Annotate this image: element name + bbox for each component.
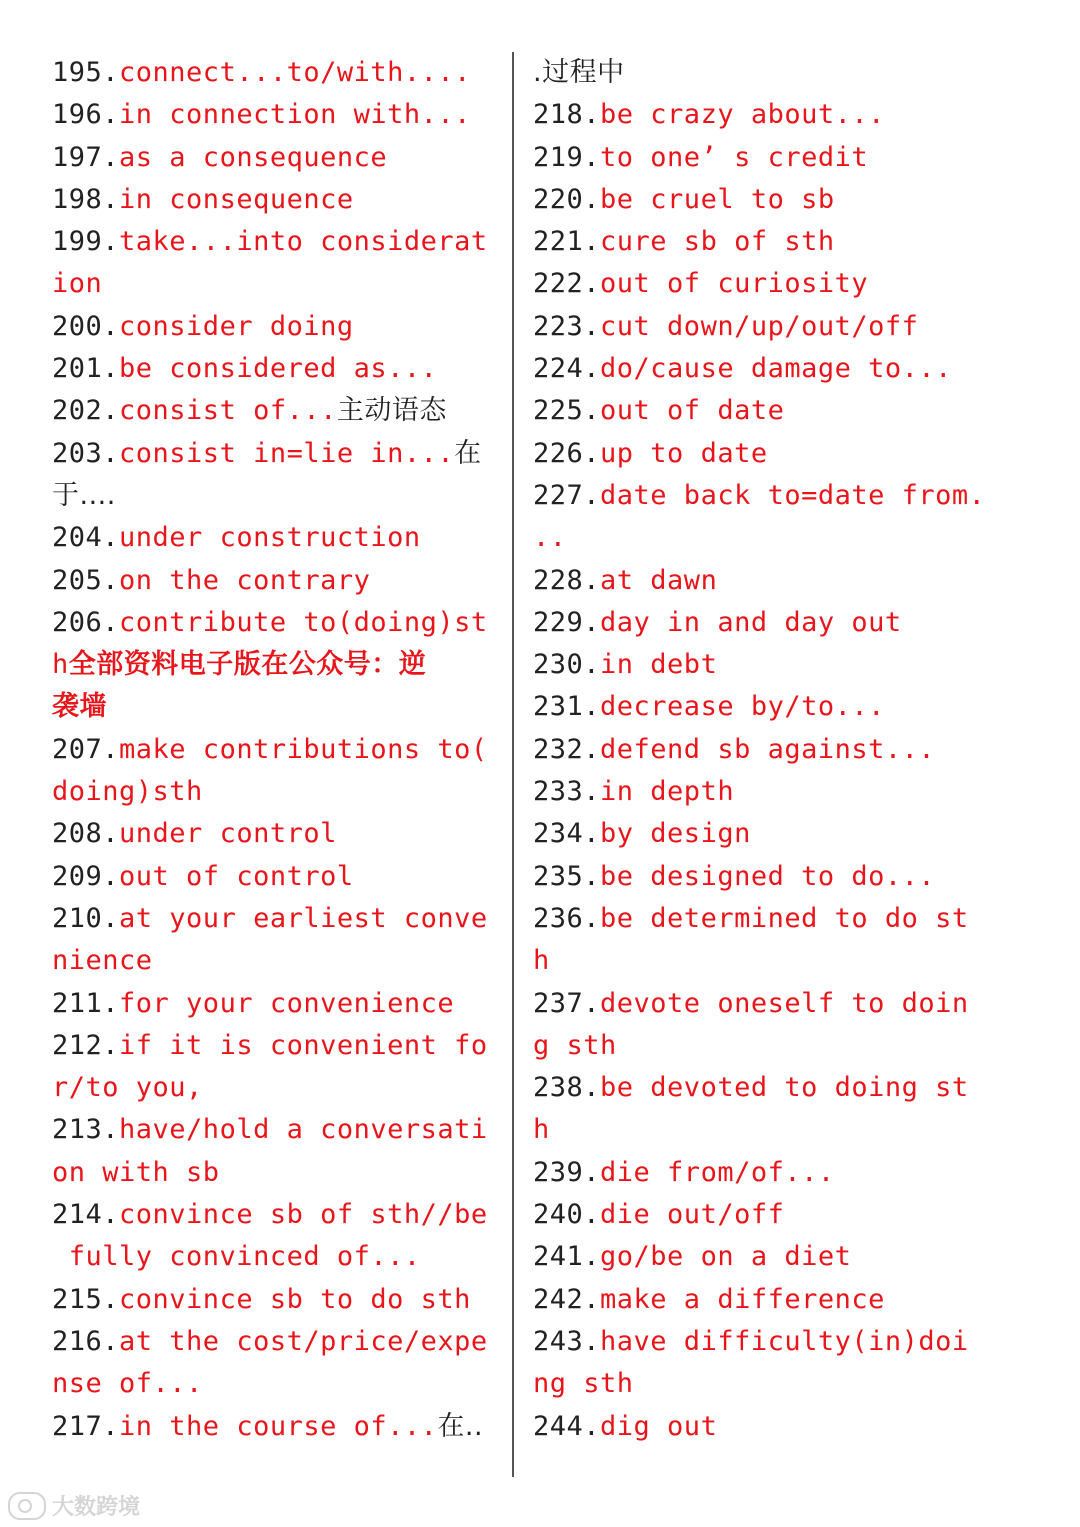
phrase-text: consider doing xyxy=(119,310,354,342)
phrase-number: 197. xyxy=(52,141,120,173)
phrase-text: date back to=date from. xyxy=(600,479,986,511)
phrase-number: 239. xyxy=(533,1156,601,1188)
phrase-number: 195. xyxy=(52,57,120,88)
phrase-number: 241. xyxy=(533,1241,601,1273)
phrase-text: ng sth xyxy=(533,1368,634,1400)
phrase-text: devote oneself to doin xyxy=(600,987,969,1019)
phrase-text: connect...to/with.... xyxy=(119,57,471,88)
phrase-number: 240. xyxy=(533,1199,601,1231)
phrase-line xyxy=(533,1406,1003,1448)
phrase-line xyxy=(52,179,500,221)
phrase-line xyxy=(533,137,1003,179)
phrase-number: 234. xyxy=(533,818,601,850)
phrase-text: if it is convenient fo xyxy=(119,1029,488,1061)
phrase-line xyxy=(52,686,500,728)
phrase-text: cure sb of sth xyxy=(600,226,835,258)
phrase-line xyxy=(52,94,500,136)
phrase-line xyxy=(52,221,500,263)
phrase-number: 225. xyxy=(533,395,601,427)
phrase-line xyxy=(52,856,500,898)
phrase-text: be considered as... xyxy=(119,353,438,385)
phrase-text: as a consequence xyxy=(119,141,388,173)
phrase-text: convince sb of sth//be xyxy=(119,1199,488,1231)
phrase-text: make contributions to( xyxy=(119,733,488,765)
phrase-text: under control xyxy=(119,818,337,850)
phrase-number: 238. xyxy=(533,1072,601,1104)
phrase-number: 223. xyxy=(533,310,601,342)
phrase-number: 233. xyxy=(533,776,601,808)
phrase-line xyxy=(52,1152,500,1194)
phrase-number: 212. xyxy=(52,1029,120,1061)
phrase-line xyxy=(533,475,1003,517)
phrase-line xyxy=(533,813,1003,855)
phrase-text: consist in=lie in... xyxy=(119,437,455,469)
phrase-text: defend sb against... xyxy=(600,733,936,765)
phrase-text: be crazy about... xyxy=(600,99,885,131)
phrase-line xyxy=(533,1363,1003,1405)
phrase-text: under construction xyxy=(119,522,421,554)
phrase-line xyxy=(52,306,500,348)
promo-note: 全部资料电子版在公众号：逆 xyxy=(68,649,427,681)
phrase-number: 243. xyxy=(533,1325,601,1357)
phrase-number: 218. xyxy=(533,99,601,131)
phrase-line xyxy=(52,263,500,305)
phrase-line xyxy=(533,1194,1003,1236)
phrase-number: 202. xyxy=(52,395,120,427)
phrase-line xyxy=(533,644,1003,686)
phrase-text: out of curiosity xyxy=(600,268,869,300)
phrase-text: h xyxy=(52,649,69,681)
phrase-text: in connection with... xyxy=(119,99,471,131)
phrase-number: 244. xyxy=(533,1410,601,1442)
phrase-text: r/to you, xyxy=(52,1072,203,1104)
phrase-line xyxy=(533,856,1003,898)
phrase-number: 210. xyxy=(52,902,120,934)
phrase-number: 217. xyxy=(52,1410,120,1442)
phrase-number: 222. xyxy=(533,268,601,300)
phrase-text: on the contrary xyxy=(119,564,371,596)
phrase-line xyxy=(52,602,500,644)
phrase-line xyxy=(533,1025,1003,1067)
phrase-line xyxy=(533,263,1003,305)
phrase-line xyxy=(52,771,500,813)
phrase-line xyxy=(533,1279,1003,1321)
phrase-line xyxy=(533,390,1003,432)
phrase-text: on with sb xyxy=(52,1156,220,1188)
phrase-number: 237. xyxy=(533,987,601,1019)
phrase-number: 199. xyxy=(52,226,120,258)
phrase-text: ion xyxy=(52,268,103,300)
phrase-text: contribute to(doing)st xyxy=(119,606,488,638)
column-divider xyxy=(512,52,514,1477)
phrase-number: 201. xyxy=(52,353,120,385)
chinese-note: 于.... xyxy=(52,479,116,511)
phrase-text: at dawn xyxy=(600,564,718,596)
phrase-number: 236. xyxy=(533,902,601,934)
phrase-line xyxy=(533,686,1003,728)
phrase-line xyxy=(533,1236,1003,1278)
phrase-line xyxy=(52,1321,500,1363)
phrase-text: convince sb to do sth xyxy=(119,1283,471,1315)
phrase-number: 232. xyxy=(533,733,601,765)
chinese-note: 在 xyxy=(454,437,482,469)
phrase-text: .. xyxy=(533,522,567,554)
phrase-text: be cruel to sb xyxy=(600,183,835,215)
phrase-number: 221. xyxy=(533,226,601,258)
phrase-number: 206. xyxy=(52,606,120,638)
phrase-line xyxy=(533,348,1003,390)
phrase-line xyxy=(52,1279,500,1321)
phrase-text: die from/of... xyxy=(600,1156,835,1188)
phrase-line xyxy=(52,813,500,855)
brand-logo-icon xyxy=(8,1492,46,1520)
phrase-line xyxy=(52,1236,500,1278)
phrase-line xyxy=(533,433,1003,475)
phrase-line xyxy=(52,644,500,686)
phrase-text: up to date xyxy=(600,437,768,469)
phrase-line xyxy=(52,1067,500,1109)
phrase-text: in consequence xyxy=(119,183,354,215)
phrase-line xyxy=(52,560,500,602)
phrase-line xyxy=(533,940,1003,982)
phrase-number: 230. xyxy=(533,649,601,681)
phrase-number: 228. xyxy=(533,564,601,596)
phrase-number: 213. xyxy=(52,1114,120,1146)
phrase-number: 198. xyxy=(52,183,120,215)
phrase-number: 229. xyxy=(533,606,601,638)
phrase-number: 231. xyxy=(533,691,601,723)
phrase-line xyxy=(52,1406,500,1448)
phrase-text: take...into considerat xyxy=(119,226,488,258)
watermark-text: 大数跨境 xyxy=(52,1495,141,1520)
phrase-line xyxy=(533,983,1003,1025)
phrase-text: have/hold a conversati xyxy=(119,1114,488,1146)
phrase-text: dig out xyxy=(600,1410,718,1442)
phrase-line xyxy=(52,390,500,432)
phrase-text: nience xyxy=(52,945,153,977)
phrase-line xyxy=(533,602,1003,644)
phrase-line xyxy=(533,1109,1003,1151)
phrase-text: to one’ s credit xyxy=(600,141,869,173)
phrase-number: 220. xyxy=(533,183,601,215)
phrase-text: cut down/up/out/off xyxy=(600,310,919,342)
phrase-line xyxy=(533,306,1003,348)
phrase-line xyxy=(533,1152,1003,1194)
phrase-line xyxy=(52,940,500,982)
phrase-number: 200. xyxy=(52,310,120,342)
phrase-line xyxy=(52,52,500,94)
phrase-text: be devoted to doing st xyxy=(600,1072,969,1104)
phrase-text: out of control xyxy=(119,860,354,892)
phrase-text: fully convinced of... xyxy=(52,1241,421,1273)
phrase-text: doing)sth xyxy=(52,776,203,808)
phrase-text: be designed to do... xyxy=(600,860,936,892)
phrase-number: 205. xyxy=(52,564,120,596)
phrase-line xyxy=(533,52,1003,94)
phrase-text: in debt xyxy=(600,649,718,681)
phrase-line xyxy=(533,1321,1003,1363)
phrase-text: in the course of... xyxy=(119,1410,438,1442)
phrase-text: decrease by/to... xyxy=(600,691,885,723)
right-column xyxy=(533,52,1003,1448)
phrase-number: 227. xyxy=(533,479,601,511)
phrase-number: 211. xyxy=(52,987,120,1019)
phrase-text: die out/off xyxy=(600,1199,785,1231)
chinese-note: 主动语态 xyxy=(336,395,447,427)
phrase-number: 214. xyxy=(52,1199,120,1231)
phrase-line xyxy=(533,221,1003,263)
phrase-text: at the cost/price/expe xyxy=(119,1325,488,1357)
phrase-number: 196. xyxy=(52,99,120,131)
watermark xyxy=(8,1490,140,1521)
phrase-number: 207. xyxy=(52,733,120,765)
phrase-text: be determined to do st xyxy=(600,902,969,934)
phrase-text: in depth xyxy=(600,776,735,808)
phrase-number: 219. xyxy=(533,141,601,173)
phrase-line xyxy=(52,1194,500,1236)
phrase-text: for your convenience xyxy=(119,987,455,1019)
phrase-line xyxy=(533,94,1003,136)
phrase-line xyxy=(52,348,500,390)
phrase-text: out of date xyxy=(600,395,785,427)
phrase-line xyxy=(533,179,1003,221)
phrase-line xyxy=(52,1025,500,1067)
left-column xyxy=(52,52,500,1448)
phrase-number: 242. xyxy=(533,1283,601,1315)
phrase-number: 226. xyxy=(533,437,601,469)
phrase-number: 204. xyxy=(52,522,120,554)
phrase-line xyxy=(52,729,500,771)
phrase-text: do/cause damage to... xyxy=(600,353,952,385)
phrase-line xyxy=(52,475,500,517)
phrase-text: consist of... xyxy=(119,395,337,427)
phrase-text: go/be on a diet xyxy=(600,1241,852,1273)
phrase-line xyxy=(533,1067,1003,1109)
phrase-number: 215. xyxy=(52,1283,120,1315)
phrase-line xyxy=(533,517,1003,559)
phrase-number: 224. xyxy=(533,353,601,385)
phrase-number: 209. xyxy=(52,860,120,892)
phrase-number: 203. xyxy=(52,437,120,469)
phrase-text: nse of... xyxy=(52,1368,203,1400)
phrase-line xyxy=(52,433,500,475)
phrase-text: day in and day out xyxy=(600,606,902,638)
phrase-text: have difficulty(in)doi xyxy=(600,1325,969,1357)
phrase-line xyxy=(533,560,1003,602)
chinese-note: 在.. xyxy=(437,1410,484,1442)
phrase-line xyxy=(52,1363,500,1405)
phrase-text: h xyxy=(533,945,550,977)
phrase-line xyxy=(533,771,1003,813)
phrase-line xyxy=(52,898,500,940)
phrase-line xyxy=(52,1109,500,1151)
phrase-line xyxy=(52,137,500,179)
phrase-text: g sth xyxy=(533,1029,617,1061)
phrase-line xyxy=(533,898,1003,940)
phrase-line xyxy=(533,729,1003,771)
phrase-text: at your earliest conve xyxy=(119,902,488,934)
phrase-line xyxy=(52,517,500,559)
chinese-note: .过程中 xyxy=(533,57,625,88)
phrase-number: 216. xyxy=(52,1325,120,1357)
phrase-number: 235. xyxy=(533,860,601,892)
phrase-text: by design xyxy=(600,818,751,850)
phrase-text: h xyxy=(533,1114,550,1146)
phrase-number: 208. xyxy=(52,818,120,850)
promo-note: 袭墙 xyxy=(52,691,107,723)
phrase-line xyxy=(52,983,500,1025)
phrase-text: make a difference xyxy=(600,1283,885,1315)
